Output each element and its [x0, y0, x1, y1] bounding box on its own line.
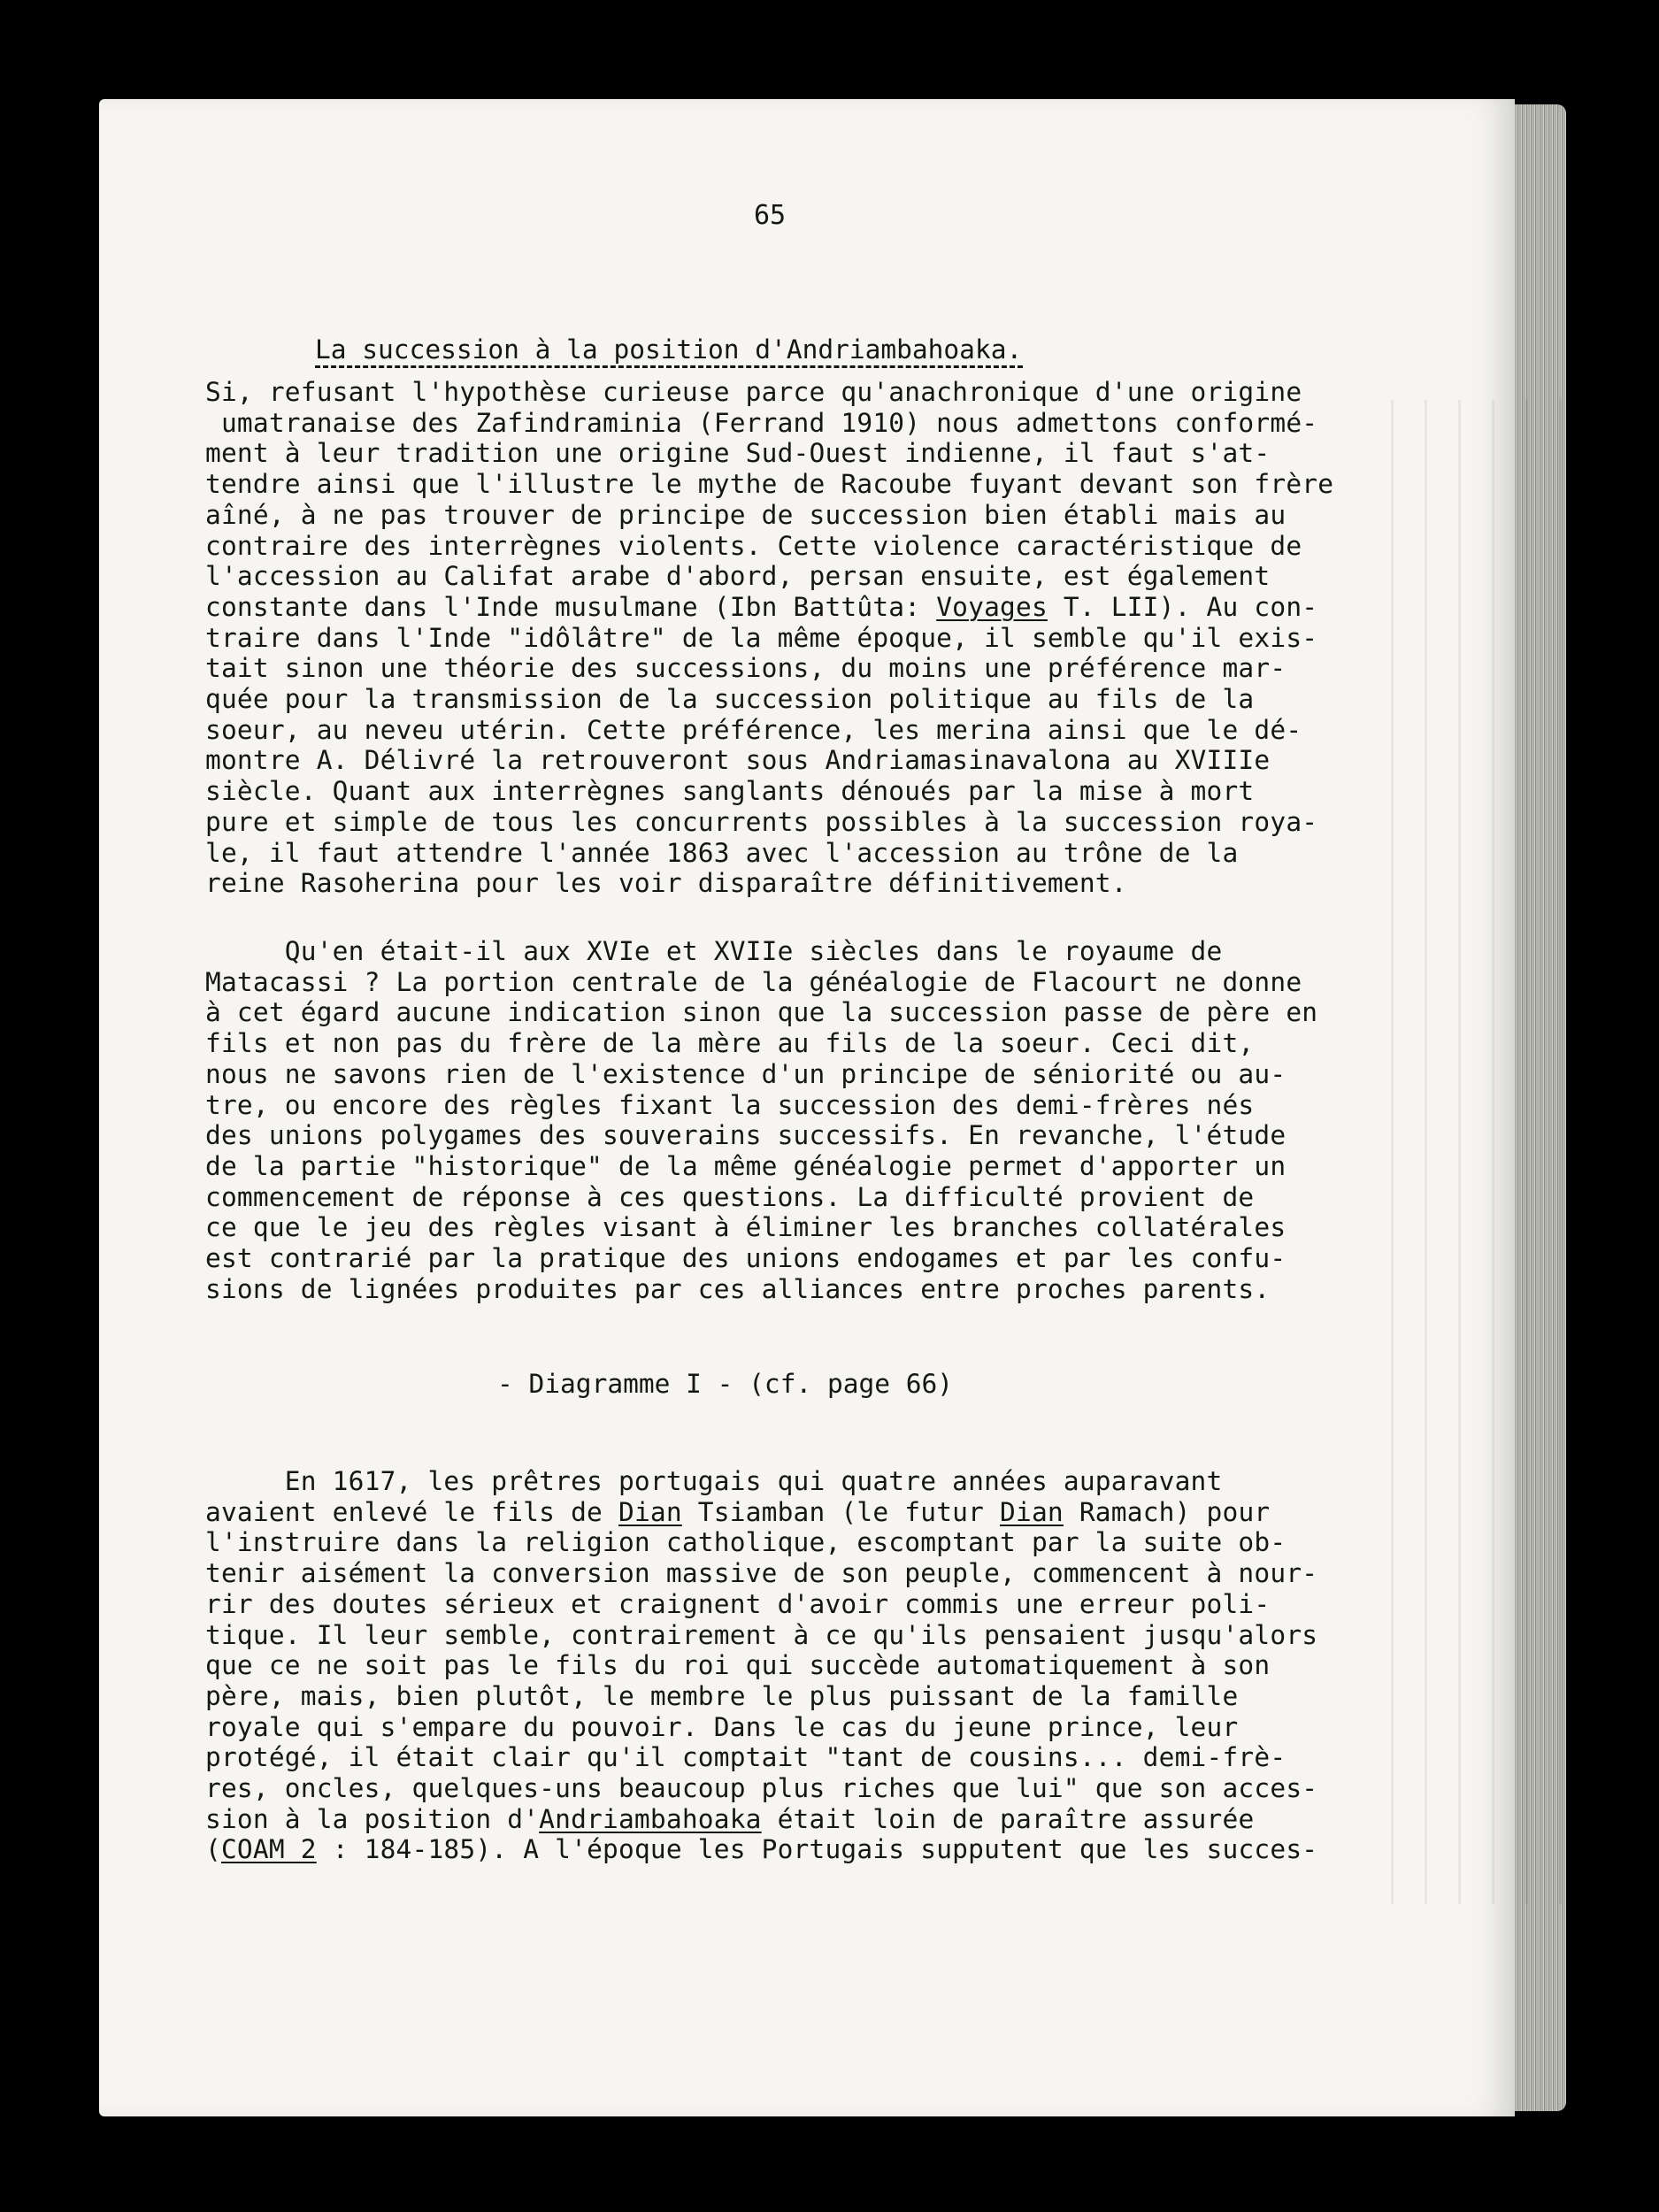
- text-span: sion à la position d': [205, 1803, 540, 1834]
- text-line: l'instruire dans la religion catholique, escomptant par la suite ob-: [205, 1527, 1286, 1558]
- text-line: sions de lignées produites par ces alliances entre proches parents.: [205, 1273, 1271, 1304]
- underlined-title-voyages: Voyages: [936, 591, 1048, 622]
- page-number: 65: [754, 200, 787, 231]
- text-line: res, oncles, quelques-uns beaucoup plus riches que lui" que son acces-: [205, 1773, 1318, 1804]
- text-line: le, il faut attendre l'année 1863 avec l'accession au trône de la: [205, 837, 1239, 868]
- text-line: tait sinon une théorie des successions, du moins une préférence mar-: [205, 653, 1286, 684]
- text-span: (: [205, 1834, 221, 1865]
- text-line: [205, 1834, 1356, 1865]
- underlined-dian: Dian: [1000, 1496, 1064, 1527]
- text-line: des unions polygames des souverains successifs. En revanche, l'étude: [205, 1120, 1286, 1151]
- text-line: tendre ainsi que l'illustre le mythe de Racoube fuyant devant son frère: [205, 469, 1334, 500]
- section-title: La succession à la position d'Andriambahoaka.: [315, 334, 1023, 365]
- paragraph-3: [205, 1466, 1356, 1865]
- text-span: : 184-185). A l'époque les Portugais supputent que les succes-: [316, 1834, 1318, 1865]
- underlined-coam-reference: COAM 2: [220, 1834, 317, 1865]
- underlined-andriambahoaka: Andriambahoaka: [539, 1803, 762, 1834]
- show-through-text: [1391, 400, 1568, 1904]
- text-line: père, mais, bien plutôt, le membre le plus puissant de la famille: [205, 1680, 1239, 1711]
- text-line: Si, refusant l'hypothèse curieuse parce qu'anachronique d'une origine: [205, 377, 1302, 407]
- text-line: ment à leur tradition une origine Sud-Ouest indienne, il faut s'at-: [205, 438, 1271, 469]
- diagram-caption: - Diagramme I - (cf. page 66): [497, 1369, 954, 1399]
- text-line: [205, 1804, 1356, 1835]
- text-line: soeur, au neveu utérin. Cette préférence, les merina ainsi que le dé-: [205, 714, 1302, 745]
- paragraph-2: [205, 936, 1356, 1304]
- text-line: protégé, il était clair qu'il comptait "tant de cousins... demi-frè-: [205, 1742, 1286, 1773]
- text-line: est contrarié par la pratique des unions endogames et par les confu-: [205, 1243, 1286, 1274]
- text-span: T. LII). Au con-: [1047, 591, 1318, 622]
- text-line: nous ne savons rien de l'existence d'un principe de séniorité ou au-: [205, 1058, 1286, 1089]
- text-line: pure et simple de tous les concurrents possibles à la succession roya-: [205, 806, 1318, 837]
- text-span: était loin de paraître assurée: [761, 1803, 1255, 1834]
- text-line: [205, 1497, 1356, 1528]
- text-line: montre A. Délivré la retrouveront sous Andriamasinavalona au XVIIIe: [205, 745, 1271, 776]
- text-span: constante dans l'Inde musulmane (Ibn Battûta:: [205, 591, 937, 622]
- text-line: que ce ne soit pas le fils du roi qui succède automatiquement à son: [205, 1650, 1271, 1681]
- text-line: fils et non pas du frère de la mère au fils de la soeur. Ceci dit,: [205, 1028, 1255, 1059]
- text-line: à cet égard aucune indication sinon que la succession passe de père en: [205, 997, 1318, 1028]
- text-line: traire dans l'Inde "idôlâtre" de la même époque, il semble qu'il exis-: [205, 622, 1318, 653]
- text-line: royale qui s'empare du pouvoir. Dans le cas du jeune prince, leur: [205, 1711, 1239, 1742]
- text-line: [205, 592, 1356, 623]
- text-line: siècle. Quant aux interrègnes sanglants dénoués par la mise à mort: [205, 776, 1255, 807]
- text-line: rir des doutes sérieux et craignent d'avoir commis une erreur poli-: [205, 1588, 1271, 1619]
- text-line: l'accession au Califat arabe d'abord, persan ensuite, est également: [205, 561, 1271, 592]
- text-line: quée pour la transmission de la succession politique au fils de la: [205, 684, 1255, 715]
- text-line: umatranaise des Zafindraminia (Ferrand 1910) nous admettons conformé-: [205, 407, 1318, 438]
- text-span: Tsiamban (le futur: [681, 1496, 1001, 1527]
- text-span: Ramach) pour: [1063, 1496, 1271, 1527]
- text-line: commencement de réponse à ces questions. La difficulté provient de: [205, 1181, 1255, 1212]
- text-line: ce que le jeu des règles visant à éliminer les branches collatérales: [205, 1212, 1286, 1243]
- text-line: de la partie "historique" de la même généalogie permet d'apporter un: [205, 1150, 1286, 1181]
- paragraph-1: [205, 377, 1356, 899]
- underlined-dian: Dian: [618, 1496, 682, 1527]
- text-line: Qu'en était-il aux XVIe et XVIIe siècles dans le royaume de: [205, 936, 1223, 966]
- title-underline: [315, 365, 1023, 368]
- text-line: En 1617, les prêtres portugais qui quatre années auparavant: [205, 1466, 1223, 1496]
- text-line: tenir aisément la conversion massive de son peuple, commencent à nour-: [205, 1558, 1318, 1589]
- text-line: tre, ou encore des règles fixant la succession des demi-frères nés: [205, 1089, 1255, 1120]
- text-line: Matacassi ? La portion centrale de la généalogie de Flacourt ne donne: [205, 966, 1302, 997]
- text-line: aîné, à ne pas trouver de principe de succession bien établi mais au: [205, 499, 1286, 530]
- text-line: reine Rasoherina pour les voir disparaître définitivement.: [205, 868, 1127, 899]
- text-span: avaient enlevé le fils de: [205, 1496, 618, 1527]
- text-line: tique. Il leur semble, contrairement à ce qu'ils pensaient jusqu'alors: [205, 1619, 1318, 1650]
- text-line: contraire des interrègnes violents. Cette violence caractéristique de: [205, 530, 1302, 561]
